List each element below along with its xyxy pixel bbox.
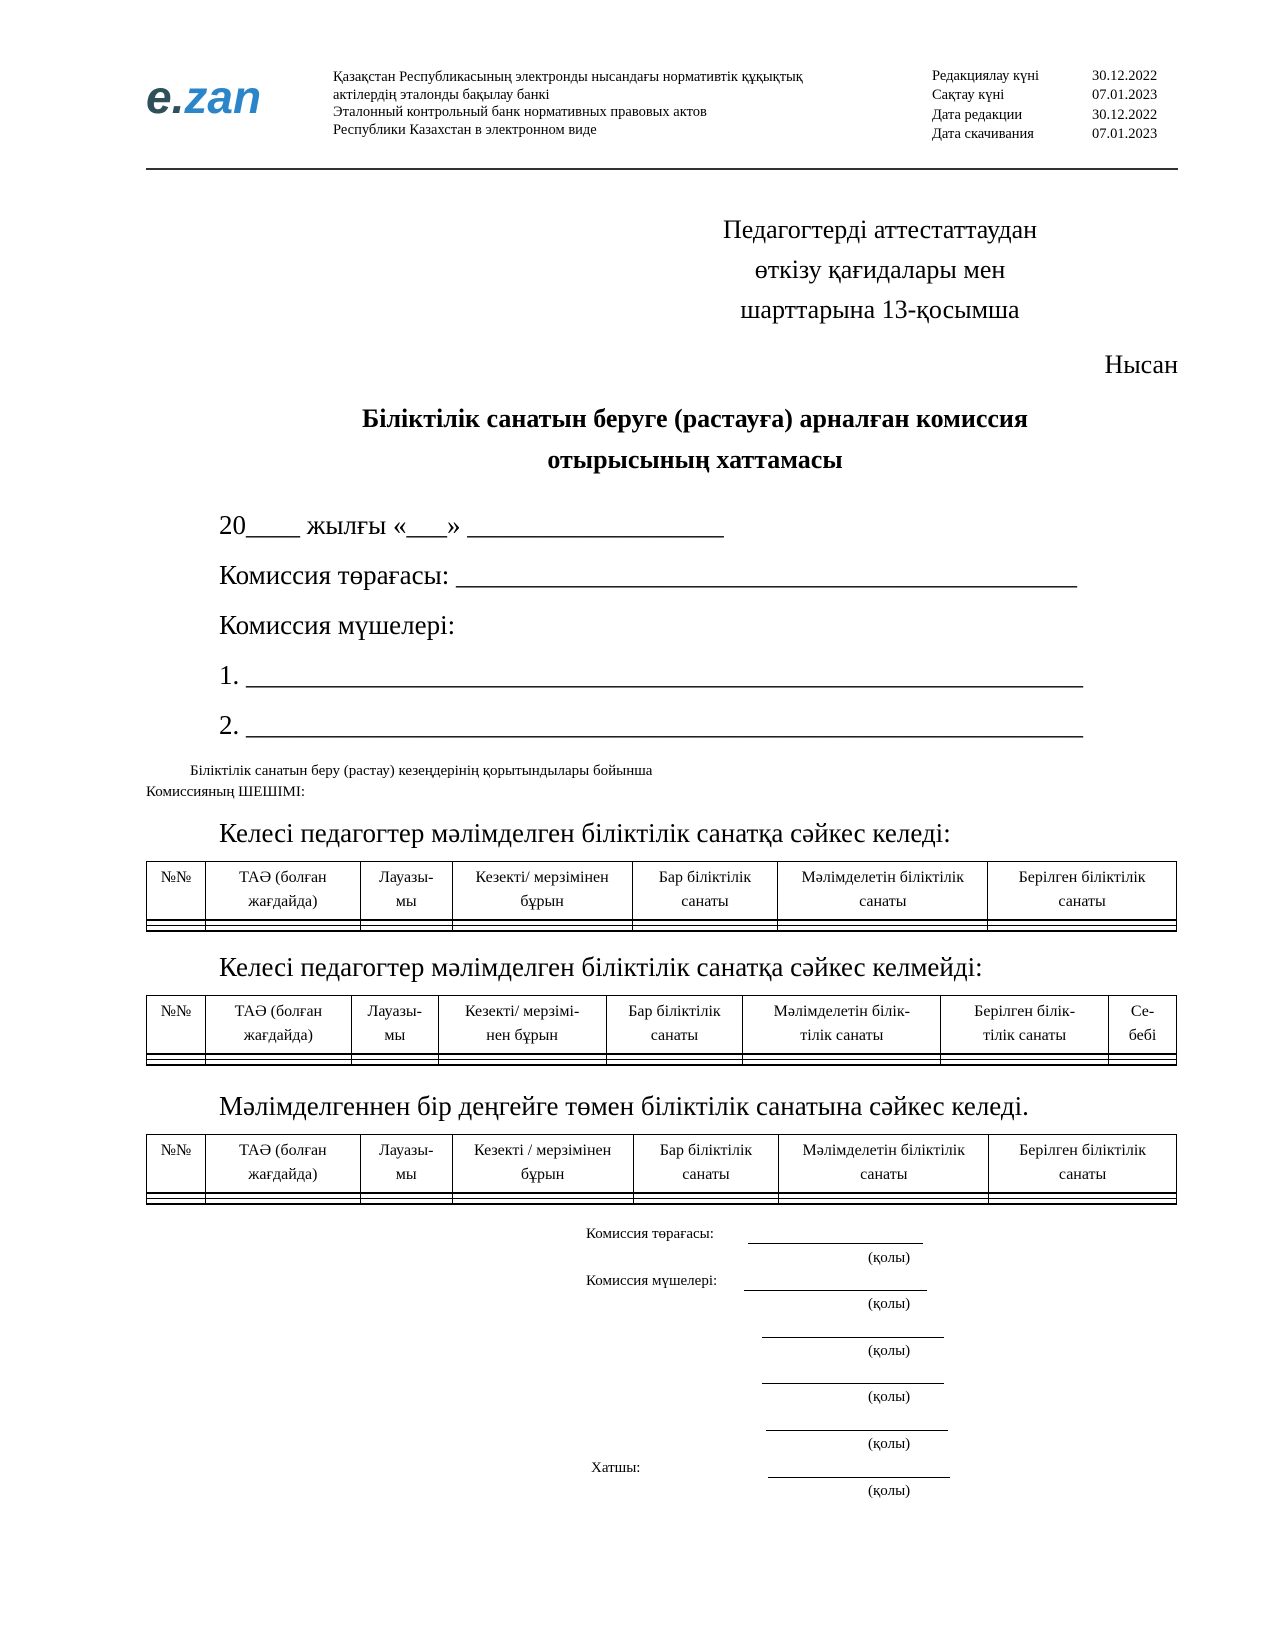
sig-secretary-label: Хатшы: [591, 1460, 641, 1476]
members-label: Комиссия мүшелері: [219, 610, 456, 640]
document-title [180, 398, 1210, 480]
meta-row [932, 67, 1172, 86]
meta-value: 07.01.2023 [1092, 87, 1158, 104]
meta-label: Дата редакции [932, 106, 1023, 123]
bank-line: Қазақстан Республикасының электронды нысандағы нормативтік құқықтық [333, 69, 803, 85]
appendix-line: өткізу қағидалары мен [754, 255, 1006, 284]
sig-member-line[interactable] [762, 1383, 944, 1384]
table-mismatch [146, 995, 1177, 1066]
table-header-row [147, 862, 1177, 921]
title-line: Біліктілік санатын беруге (растауға) арналған комиссия [362, 404, 1028, 433]
sig-member-line[interactable] [766, 1430, 948, 1431]
bank-line: Республики Казахстан в электронном виде [333, 121, 597, 138]
appendix-line: шарттарына 13-қосымша [740, 295, 1020, 324]
meta-label: Редакциялау күні [932, 68, 1040, 84]
ezan-logo: e.zan [146, 71, 262, 123]
sig-member-line[interactable] [762, 1337, 944, 1338]
col-full-name: ТАӘ (болған жағдайда) [205, 862, 360, 921]
col-position: Лауазы- мы [351, 996, 438, 1055]
appendix-note [680, 210, 1080, 330]
sig-caption: (қолы) [868, 1436, 911, 1452]
sig-chair-label: Комиссия төрағасы: [586, 1226, 714, 1242]
table-match [146, 861, 1177, 932]
bank-line: Эталонный контрольный банк нормативных правовых актов [333, 104, 707, 120]
date-field[interactable]: 20____ жылғы «___» ___________________ [219, 510, 724, 540]
col-declared-category: Мәлімделетін біліктілік санаты [778, 862, 988, 921]
bank-description [333, 69, 803, 139]
col-assigned-category: Берілген біліктілік санаты [989, 1135, 1177, 1194]
sig-caption: (қолы) [868, 1343, 911, 1359]
decision-label: Комиссияның ШЕШІМІ: [146, 784, 306, 800]
sig-caption: (қолы) [868, 1296, 911, 1312]
bank-line: актілердің эталонды бақылау банкі [333, 86, 550, 103]
meta-row [932, 106, 1172, 125]
meta-row [932, 125, 1172, 144]
col-declared-category: Мәлімделетін біліктілік санаты [779, 1135, 989, 1194]
table-header-row [147, 996, 1177, 1055]
col-full-name: ТАӘ (болған жағдайда) [205, 996, 351, 1055]
col-position: Лауазы- мы [360, 862, 452, 921]
sig-members-label: Комиссия мүшелері: [586, 1273, 718, 1289]
sig-caption: (қолы) [868, 1389, 911, 1405]
table-row [147, 1199, 1177, 1205]
meta-label: Дата скачивания [932, 125, 1034, 142]
title-line: отырысының хаттамасы [547, 445, 843, 474]
col-current-category: Бар біліктілік санаты [606, 996, 743, 1055]
col-position: Лауазы- мы [360, 1135, 452, 1194]
col-number: №№ [147, 996, 206, 1055]
sig-caption: (қолы) [868, 1250, 911, 1266]
col-regular-early: Кезекті / мерзімінен бұрын [452, 1135, 633, 1194]
col-full-name: ТАӘ (болған жағдайда) [205, 1135, 360, 1194]
member-1-field[interactable]: 1. ______________________________________________________________ [219, 660, 1083, 690]
col-reason: Се- бебі [1109, 996, 1177, 1055]
appendix-line: Педагогтерді аттестаттаудан [722, 215, 1038, 244]
col-declared-category: Мәлімделетін білік- тілік санаты [743, 996, 941, 1055]
sig-member-line[interactable] [744, 1290, 927, 1291]
table-lower-category [146, 1134, 1177, 1205]
table-row [147, 926, 1177, 932]
col-assigned-category: Берілген білік- тілік санаты [941, 996, 1109, 1055]
form-label: Нысан [1104, 350, 1178, 379]
sig-secretary-line[interactable] [768, 1477, 950, 1478]
header-divider [146, 168, 1178, 170]
table-header-row [147, 1135, 1177, 1194]
meta-row [932, 86, 1172, 105]
col-assigned-category: Берілген біліктілік санаты [988, 862, 1177, 921]
chair-field[interactable]: Комиссия төрағасы: ______________________________________________ [219, 560, 1077, 590]
meta-value: 30.12.2022 [1092, 106, 1158, 123]
meta-value: 30.12.2022 [1092, 68, 1158, 84]
col-number: №№ [147, 1135, 206, 1194]
meta-value: 07.01.2023 [1092, 125, 1158, 142]
meta-label: Сақтау күні [932, 87, 1005, 104]
member-2-field[interactable]: 2. ______________________________________________________________ [219, 710, 1083, 740]
table-row [147, 1060, 1177, 1066]
section-1-heading: Келесі педагогтер мәлімделген біліктілік санатқа сәйкес келеді: [219, 818, 951, 848]
col-regular-early: Кезекті/ мерзімі- нен бұрын [438, 996, 606, 1055]
document-meta [932, 67, 1172, 144]
sig-caption: (қолы) [868, 1483, 911, 1499]
col-current-category: Бар біліктілік санаты [632, 862, 778, 921]
col-regular-early: Кезекті/ мерзімінен бұрын [452, 862, 632, 921]
decision-intro: Біліктілік санатын беру (растау) кезеңдерінің қорытындылары бойынша [190, 763, 653, 779]
col-number: №№ [147, 862, 206, 921]
section-3-heading: Мәлімделгеннен бір деңгейге төмен біліктілік санатына сәйкес келеді. [219, 1091, 1029, 1121]
section-2-heading: Келесі педагогтер мәлімделген біліктілік санатқа сәйкес келмейді: [219, 952, 983, 982]
col-current-category: Бар біліктілік санаты [633, 1135, 779, 1194]
sig-chair-line[interactable] [748, 1243, 923, 1244]
